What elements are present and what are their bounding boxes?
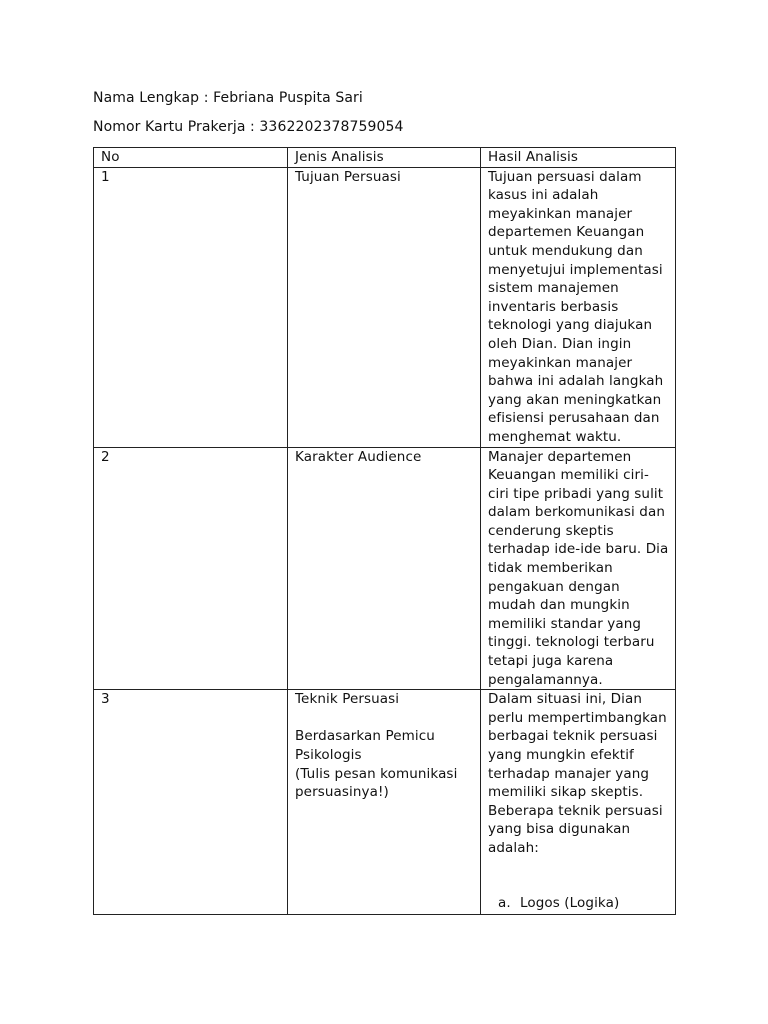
list-item: [498, 894, 619, 913]
analysis-result: Dalam situasi ini, Dian perlu mempertimbangkan berbagai teknik persuasi yang mungkin efektif terhadap manajer yang memiliki sikap skeptis. Beberapa teknik persuasi yang bisa digunakan adalah:: [488, 691, 667, 856]
column-header-no: No: [94, 148, 288, 168]
list-marker: a.: [498, 894, 511, 911]
analysis-result: Manajer departemen Keuangan memiliki ciri-ciri tipe pribadi yang sulit dalam berkomunikasi dan cenderung skeptis terhadap ide-ide baru. Dia tidak memberikan pengakuan dengan mudah dan mungkin memiliki standar yang tinggi. teknologi terbaru tetapi juga karena pengalamannya.: [481, 447, 676, 690]
row-number: 3: [94, 690, 288, 915]
analysis-type-cell: [288, 690, 481, 915]
analysis-type: Tujuan Persuasi: [288, 167, 481, 447]
analysis-table: [93, 147, 676, 915]
table-header-row: [94, 148, 676, 168]
column-header-jenis-analisis: Jenis Analisis: [288, 148, 481, 168]
list-item-text: Logos (Logika): [520, 894, 620, 911]
analysis-type-subtitle: Berdasarkan Pemicu Psikologis: [295, 728, 435, 763]
row-number: 1: [94, 167, 288, 447]
row-number: 2: [94, 447, 288, 690]
analysis-type: Karakter Audience: [288, 447, 481, 690]
table-row: [94, 447, 676, 690]
column-header-hasil-analisis: Hasil Analisis: [481, 148, 676, 168]
table-row: [94, 167, 676, 447]
analysis-result-cell: [481, 690, 676, 915]
table-row: [94, 690, 676, 915]
analysis-type-instruction: (Tulis pesan komunikasi persuasinya!): [295, 765, 458, 801]
analysis-result: Tujuan persuasi dalam kasus ini adalah meyakinkan manajer departemen Keuangan untuk mendukung dan menyetujui implementasi sistem manajemen inventaris berbasis teknologi yang diajukan oleh Dian. Dian ingin meyakinkan manajer bahwa ini adalah langkah yang akan meningkatkan efisiensi perusahaan dan menghemat waktu.: [481, 167, 676, 447]
full-name-line: Nama Lengkap : Febriana Puspita Sari: [93, 90, 363, 106]
prakerja-card-number-line: Nomor Kartu Prakerja : 3362202378759054: [93, 119, 404, 135]
analysis-type: Teknik Persuasi: [295, 691, 400, 708]
